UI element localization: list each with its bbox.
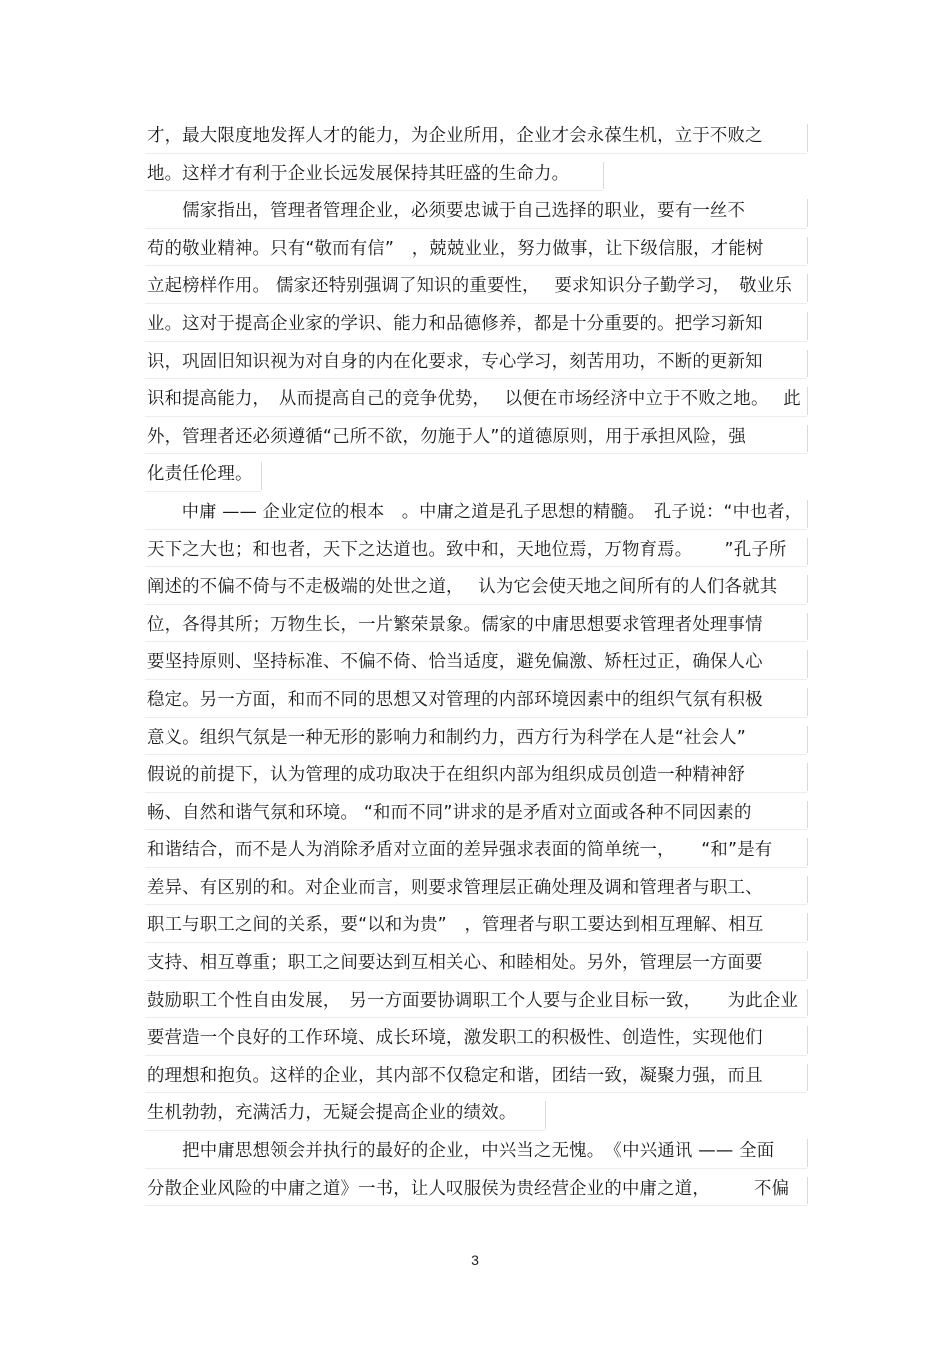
text-line-content: 地。这样才有利于企业长远发展保持其旺盛的生命力。 xyxy=(147,163,570,184)
line-edge-mark xyxy=(807,387,808,415)
text-line-content: 假说的前提下，认为管理的成功取决于在组织内部为组织成员创造一种精神舒 xyxy=(147,765,746,786)
text-line xyxy=(145,682,807,720)
text-line xyxy=(145,532,807,570)
line-edge-mark xyxy=(807,1026,808,1054)
text-line xyxy=(145,156,807,194)
text-line-content: 差异、有区别的和。对企业而言，则要求管理层正确处理及调和管理者与职工、 xyxy=(147,877,763,898)
text-line xyxy=(145,607,807,645)
line-underline xyxy=(145,754,807,755)
text-line-content: 要坚持原则、坚持标准、不偏不倚、恰当适度，避免偏激、矫枉过正，确保人心 xyxy=(147,652,763,673)
line-underline xyxy=(145,942,807,943)
text-line-content: 把中庸思想领会并执行的最好的企业，中兴当之无愧。 《中兴通讯 —— 全面 xyxy=(147,1141,775,1162)
text-line-content: 鼓励职工个性自由发展， 另一方面要协调职工个人要与企业目标一致， 为此企业 xyxy=(147,990,799,1011)
line-edge-mark xyxy=(807,500,808,528)
line-edge-mark xyxy=(807,688,808,716)
text-line xyxy=(145,1095,807,1133)
line-edge-mark xyxy=(807,650,808,678)
text-line-content: 位，各得其所；万物生长，一片繁荣景象。儒家的中庸思想要求管理者处理事情 xyxy=(147,614,763,635)
line-edge-mark xyxy=(807,1139,808,1167)
line-edge-mark xyxy=(807,425,808,453)
line-edge-mark xyxy=(807,726,808,754)
line-edge-mark xyxy=(807,801,808,829)
text-line-content: 儒家指出，管理者管理企业，必须要忠诚于自己选择的职业，要有一丝不 xyxy=(147,201,746,222)
line-edge-mark xyxy=(603,162,604,190)
text-line xyxy=(145,494,807,532)
line-underline xyxy=(145,1168,807,1169)
text-line-content: 中庸 —— 企业定位的根本 。中庸之道是孔子思想的精髓。 孔子说：“中也者， xyxy=(147,501,803,522)
text-line xyxy=(145,193,807,231)
text-line-content: 识，巩固旧知识视为对自身的内在化要求，专心学习，刻苦用功，不断的更新知 xyxy=(147,351,763,372)
line-underline xyxy=(145,717,807,718)
text-line-content: 要营造一个良好的工作环境、成长环境，激发职工的积极性、创造性，实现他们 xyxy=(147,1028,763,1049)
text-line xyxy=(145,945,807,983)
line-edge-mark xyxy=(807,274,808,302)
text-line xyxy=(145,381,807,419)
line-edge-mark xyxy=(807,350,808,378)
line-edge-mark xyxy=(807,613,808,641)
line-edge-mark xyxy=(545,1101,546,1129)
line-underline xyxy=(145,829,807,830)
line-edge-mark xyxy=(807,199,808,227)
line-underline xyxy=(145,378,807,379)
text-line xyxy=(145,644,807,682)
line-underline xyxy=(145,1205,807,1206)
text-line-content: 苟的敬业精神。只有“敬而有信” ，兢兢业业，努力做事，让下级信服，才能树 xyxy=(147,238,764,259)
text-line xyxy=(145,1020,807,1058)
line-edge-mark xyxy=(807,237,808,265)
line-underline xyxy=(145,341,807,342)
text-line-content: 立起榜样作用。 儒家还特别强调了知识的重要性， 要求知识分子勤学习， 敬业乐 xyxy=(147,276,792,297)
line-edge-mark xyxy=(807,1064,808,1092)
text-line-content: 畅、自然和谐气氛和环境。 “和而不同”讲求的是矛盾对立面或各种不同因素的 xyxy=(147,802,752,823)
text-line xyxy=(145,1133,807,1171)
text-line xyxy=(145,832,807,870)
text-line-content: 支持、相互尊重；职工之间要达到互相关心、和睦相处。另外，管理层一方面要 xyxy=(147,953,763,974)
line-underline xyxy=(145,980,807,981)
text-line-content: 才，最大限度地发挥人才的能力，为企业所用，企业才会永葆生机，立于不败之 xyxy=(147,126,763,146)
text-line-content: 天下之大也；和也者，天下之达道也。致中和，天地位焉，万物育焉。 ”孔子所 xyxy=(147,539,787,560)
line-edge-mark xyxy=(807,989,808,1017)
line-underline xyxy=(145,416,807,417)
text-line xyxy=(145,720,807,758)
text-line-content: 意义。组织气氛是一种无形的影响力和制约力，西方行为科学在人是“社会人” xyxy=(147,727,746,748)
text-line xyxy=(145,306,807,344)
line-edge-mark xyxy=(807,951,808,979)
text-line-content: 的理想和抱负。这样的企业，其内部不仅稳定和谐，团结一致，凝聚力强，而且 xyxy=(147,1065,763,1086)
line-underline xyxy=(145,1092,807,1093)
line-underline xyxy=(145,904,807,905)
text-line xyxy=(145,456,807,494)
text-line xyxy=(145,983,807,1021)
line-edge-mark xyxy=(261,462,262,490)
line-edge-mark xyxy=(807,763,808,791)
line-edge-mark xyxy=(807,312,808,340)
line-underline xyxy=(145,303,807,304)
line-underline xyxy=(145,641,807,642)
line-underline xyxy=(145,1130,545,1131)
text-line xyxy=(145,757,807,795)
line-underline xyxy=(145,190,603,191)
line-underline xyxy=(145,529,807,530)
text-line-content: 生机勃勃，充满活力，无疑会提高企业的绩效。 xyxy=(147,1103,517,1124)
text-line xyxy=(145,907,807,945)
text-line-content: 识和提高能力， 从而提高自己的竞争优势， 以便在市场经济中立于不败之地。 此 xyxy=(147,389,801,410)
line-edge-mark xyxy=(807,538,808,566)
text-line-content: 阐述的不偏不倚与不走极端的处世之道， 认为它会使天地之间所有的人们各就其 xyxy=(147,577,778,598)
line-edge-mark xyxy=(807,876,808,904)
text-line xyxy=(145,118,807,156)
line-edge-mark xyxy=(807,1177,808,1205)
line-underline xyxy=(145,265,807,266)
text-line xyxy=(145,1171,807,1209)
line-edge-mark xyxy=(807,575,808,603)
body-text xyxy=(145,118,807,1208)
text-line-content: 稳定。另一方面，和而不同的思想又对管理的内部环境因素中的组织气氛有积极 xyxy=(147,689,763,710)
text-line xyxy=(145,569,807,607)
text-line-content: 外，管理者还必须遵循“己所不欲，勿施于人”的道德原则，用于承担风险，强 xyxy=(147,426,746,447)
text-line-content: 化责任伦理。 xyxy=(147,464,253,485)
line-underline xyxy=(145,679,807,680)
text-line xyxy=(145,268,807,306)
line-underline xyxy=(145,867,807,868)
line-edge-mark xyxy=(807,913,808,941)
text-line xyxy=(145,795,807,833)
text-line xyxy=(145,344,807,382)
page-number: 3 xyxy=(471,1252,479,1268)
text-line-content: 职工与职工之间的关系，要“以和为贵” ，管理者与职工要达到相互理解、相互 xyxy=(147,915,764,936)
text-line xyxy=(145,870,807,908)
line-underline xyxy=(145,566,807,567)
line-underline xyxy=(145,453,807,454)
line-underline xyxy=(145,792,807,793)
line-edge-mark xyxy=(807,838,808,866)
line-underline xyxy=(145,1017,807,1018)
line-underline xyxy=(145,604,807,605)
text-line xyxy=(145,231,807,269)
text-line-content: 业。这对于提高企业家的学识、能力和品德修养，都是十分重要的。把学习新知 xyxy=(147,313,763,334)
line-underline xyxy=(145,228,807,229)
line-underline xyxy=(145,153,807,154)
text-line-content: 和谐结合，而不是人为消除矛盾对立面的差异强求表面的简单统一， “和”是有 xyxy=(147,840,773,861)
text-line xyxy=(145,1058,807,1096)
text-line-content: 分散企业风险的中庸之道》一书，让人叹服侯为贵经营企业的中庸之道， 不偏 xyxy=(147,1178,790,1199)
line-underline xyxy=(145,1055,807,1056)
text-line xyxy=(145,419,807,457)
line-underline xyxy=(145,491,261,492)
line-edge-mark xyxy=(807,124,808,152)
